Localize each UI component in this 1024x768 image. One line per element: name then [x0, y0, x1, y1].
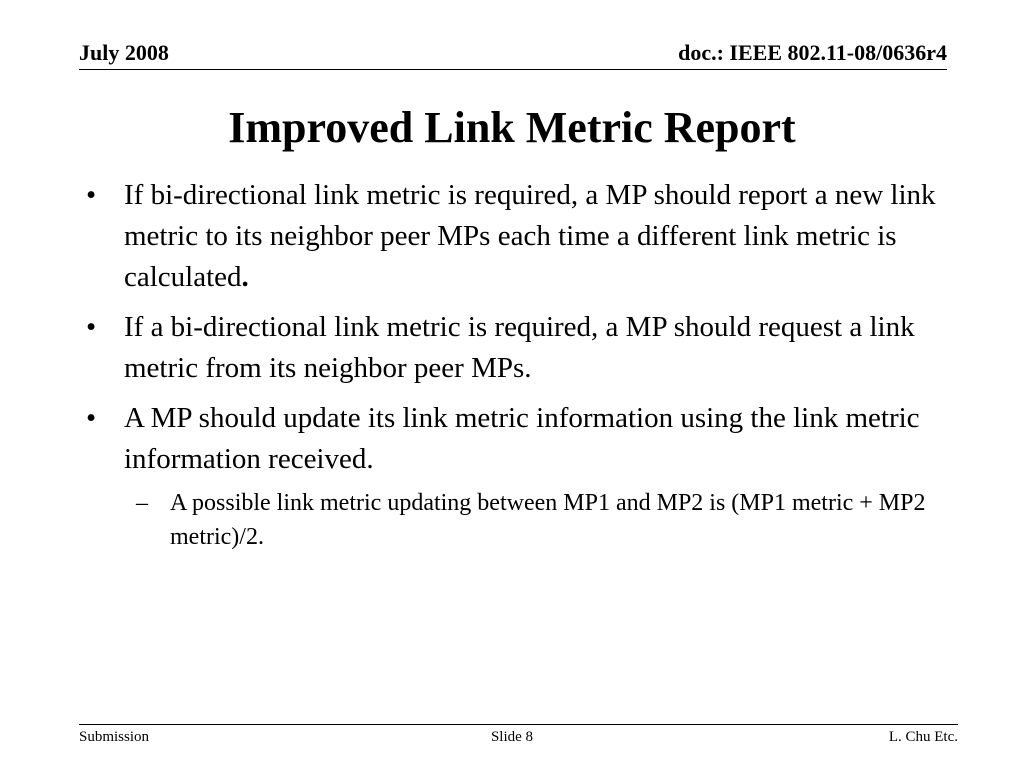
header-doc-id: doc.: IEEE 802.11-08/0636r4: [678, 40, 947, 65]
footer-slide-number: Slide 8: [490, 729, 534, 745]
sub-bullet-text: A possible link metric updating between MP1 and MP2 is (MP1 metric + MP2 metric)/2.: [170, 490, 926, 550]
sub-bullet-item: [124, 486, 944, 554]
bullet-list: [84, 175, 944, 554]
bullet-item: [84, 398, 944, 480]
bullet-marker: •: [86, 402, 97, 434]
bullet-trailing-period: .: [241, 261, 249, 293]
sub-bullet-group: [84, 486, 944, 554]
bullet-item: [84, 307, 944, 389]
footer-author: L. Chu Etc.: [888, 729, 958, 745]
footer-divider: [79, 724, 958, 725]
bullet-text: A MP should update its link metric information using the link metric information received.: [124, 402, 920, 475]
sub-bullet-marker: –: [136, 490, 148, 516]
header-date: July 2008: [79, 40, 169, 65]
bullet-text: If a bi-directional link metric is required, a MP should request a link metric from its neighbor peer MPs.: [124, 311, 915, 384]
sub-bullet-list: [84, 486, 944, 554]
header-divider: [79, 69, 947, 70]
bullet-marker: •: [86, 311, 97, 343]
bullet-text: If bi-directional link metric is required, a MP should report a new link metric to its neighbor peer MPs each time a different link metric is calculated: [124, 179, 936, 293]
bullet-item: [84, 175, 944, 298]
footer-submission: Submission: [79, 729, 150, 745]
slide-title: Improved Link Metric Report: [228, 103, 796, 152]
bullet-marker: •: [86, 179, 97, 211]
